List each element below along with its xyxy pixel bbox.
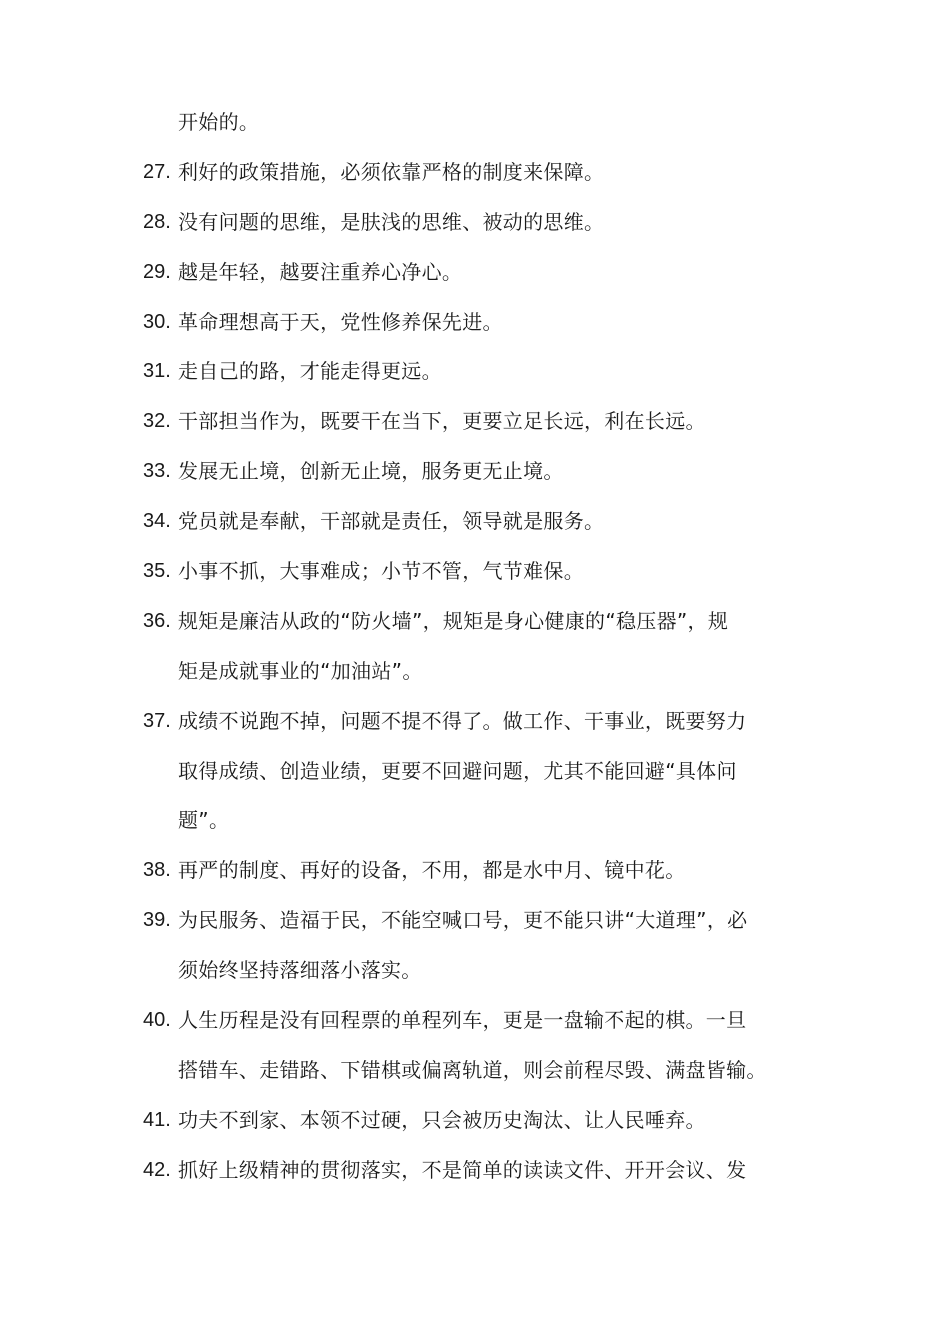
item-number: 32. <box>143 410 171 433</box>
item-number: 42. <box>143 1158 171 1181</box>
text-line <box>0 1046 950 1096</box>
text-line <box>0 248 950 298</box>
item-number: 39. <box>143 909 171 932</box>
item-number: 36. <box>143 609 171 632</box>
item-text: 功夫不到家、本领不过硬，只会被历史淘汰、让人民唾弃。 <box>178 1107 706 1132</box>
item-text: 开始的。 <box>178 110 260 134</box>
item-text: 没有问题的思维，是肤浅的思维、被动的思维。 <box>178 209 605 234</box>
text-line <box>0 1096 950 1146</box>
item-number: 31. <box>143 360 171 383</box>
item-text: 规矩是廉洁从政的“防火墙”，规矩是身心健康的“稳压器”，规 <box>178 608 729 633</box>
text-line <box>0 547 950 597</box>
item-text: 人生历程是没有回程票的单程列车，更是一盘输不起的棋。一旦 <box>178 1008 747 1033</box>
item-text: 党员就是奉献，干部就是责任，领导就是服务。 <box>178 509 605 534</box>
item-text: 成绩不说跑不掉，问题不提不得了。做工作、干事业，既要努力 <box>178 708 747 733</box>
text-line <box>0 347 950 397</box>
item-number: 37. <box>143 709 171 732</box>
item-number: 28. <box>143 210 171 233</box>
text-line <box>0 447 950 497</box>
text-line <box>0 846 950 896</box>
item-text: 小事不抓，大事难成；小节不管，气节难保。 <box>178 559 584 584</box>
item-number: 29. <box>143 260 171 283</box>
text-line <box>0 597 950 647</box>
item-number: 33. <box>143 460 171 483</box>
item-number: 35. <box>143 560 171 583</box>
text-line <box>0 747 950 797</box>
item-number: 41. <box>143 1108 171 1131</box>
text-line <box>0 647 950 697</box>
item-text: 走自己的路，才能走得更远。 <box>178 359 442 384</box>
text-line <box>0 198 950 248</box>
text-line <box>0 946 950 996</box>
text-line <box>0 896 950 946</box>
item-text: 题”。 <box>178 808 230 833</box>
item-number: 38. <box>143 859 171 882</box>
item-text: 再严的制度、再好的设备，不用，都是水中月、镜中花。 <box>178 858 686 883</box>
item-text: 搭错车、走错路、下错棋或偏离轨道，则会前程尽毁、满盘皆输。 <box>178 1057 767 1082</box>
document-body <box>0 98 950 1196</box>
item-number: 40. <box>143 1009 171 1032</box>
text-line <box>0 298 950 348</box>
item-text: 须始终坚持落细落小落实。 <box>178 958 422 983</box>
item-text: 越是年轻，越要注重养心净心。 <box>178 259 463 284</box>
item-text: 取得成绩、创造业绩，更要不回避问题，尤其不能回避“具体问 <box>178 758 737 783</box>
text-line <box>0 697 950 747</box>
item-number: 30. <box>143 310 171 333</box>
item-text: 矩是成就事业的“加油站”。 <box>178 658 423 683</box>
item-text: 利好的政策措施，必须依靠严格的制度来保障。 <box>178 159 605 184</box>
item-text: 发展无止境，创新无止境，服务更无止境。 <box>178 459 564 484</box>
item-text: 干部担当作为，既要干在当下，更要立足长远，利在长远。 <box>178 409 706 434</box>
item-number: 34. <box>143 510 171 533</box>
text-line <box>0 397 950 447</box>
text-line <box>0 1146 950 1196</box>
text-line <box>0 996 950 1046</box>
item-text: 抓好上级精神的贯彻落实，不是简单的读读文件、开开会议、发 <box>178 1157 747 1182</box>
item-text: 为民服务、造福于民，不能空喊口号，更不能只讲“大道理”，必 <box>178 908 748 933</box>
text-line <box>0 148 950 198</box>
text-line <box>0 98 950 148</box>
text-line <box>0 796 950 846</box>
item-number: 27. <box>143 160 171 183</box>
item-text: 革命理想高于天，党性修养保先进。 <box>178 309 503 334</box>
text-line <box>0 497 950 547</box>
